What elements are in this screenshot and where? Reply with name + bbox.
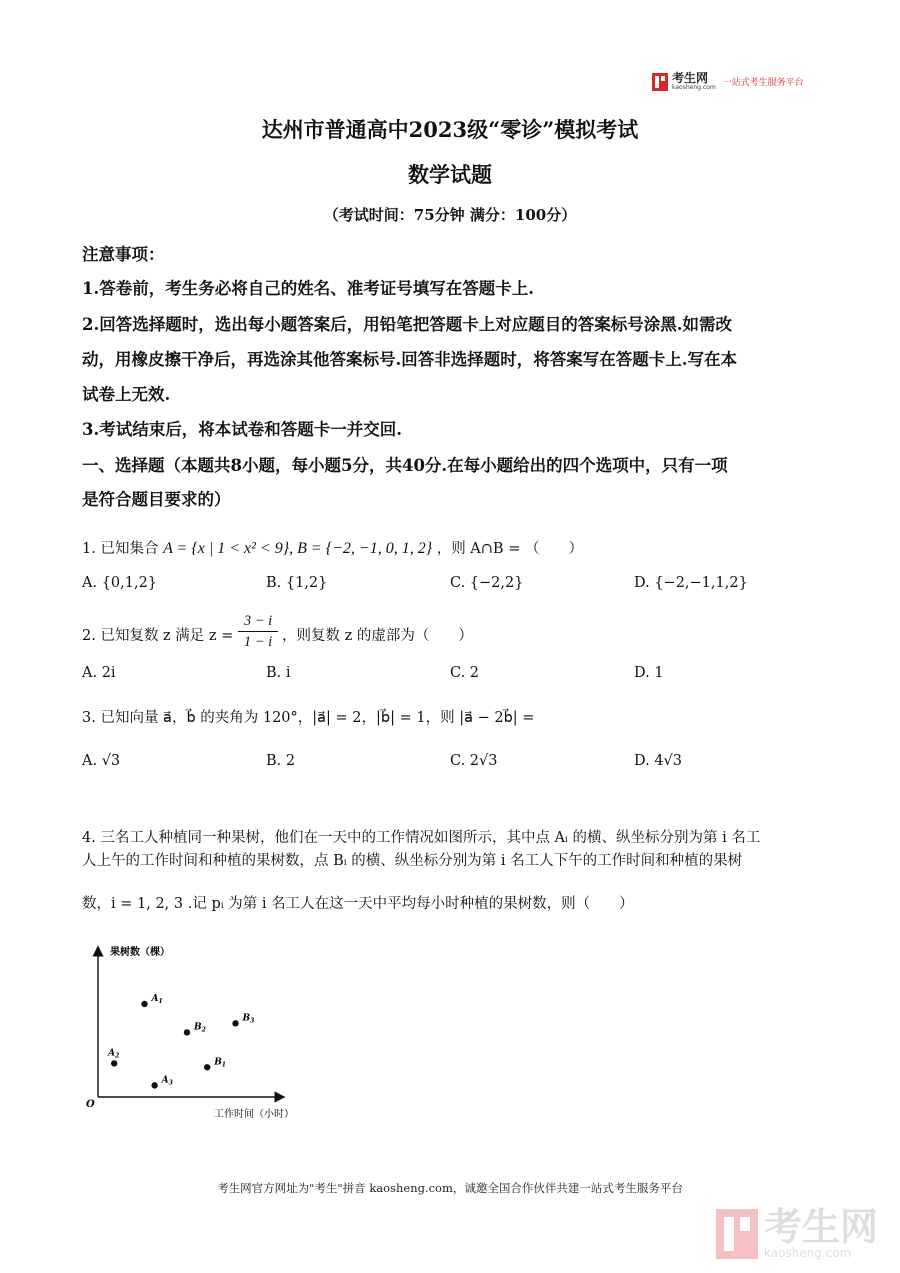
point-a3 [151,1082,157,1088]
point-b1 [204,1064,210,1070]
point-label-a1: $A_1$ [151,993,163,1005]
q2-option-c: C. 2 [450,665,480,681]
point-a1 [141,1001,147,1007]
q2-denominator: 1 − i [243,634,273,650]
exam-subtitle: 数学试题 [408,162,492,187]
q2-option-b: B. i [266,665,291,681]
watermark-logo-icon [716,1209,758,1259]
point-b3 [232,1020,238,1026]
point-label-a3: $A_3$ [161,1075,173,1087]
exam-info: （考试时间：75分钟 满分：100分） [323,206,577,224]
q1-stem [82,537,583,558]
q2-fraction [238,611,278,652]
q2-suffix: ，则复数 z 的虚部为（ ） [282,628,473,644]
point-a2 [111,1060,117,1066]
note-3: 3.考试结束后，将本试卷和答题卡一并交回. [82,420,402,439]
exam-title: 达州市普通高中2023级“零诊”模拟考试 [261,117,639,142]
note-2-line1: 2.回答选择题时，选出每小题答案后，用铅笔把答题卡上对应题目的答案标号涂黑.如需改 [82,315,732,334]
footer-text: 考生网官方网址为"考生"拼音 kaosheng.com，诚邀全国合作伙伴共建一站式考生服务平台 [217,1181,683,1195]
q3-option-c: C. 2√3 [450,753,498,769]
notes-heading: 注意事项： [82,245,165,264]
q2-numerator: 3 − i [238,611,278,632]
section1-line1: 一、选择题（本题共8小题，每小题5分，共40分.在每小题给出的四个选项中，只有一项 [82,456,728,475]
note-1: 1.答卷前，考生务必将自己的姓名、准考证号填写在答题卡上. [82,279,534,298]
points-layer [107,994,254,1089]
point-b2 [184,1029,190,1035]
point-label-b1: $B_1$ [214,1057,226,1069]
origin-label: O [86,1099,95,1110]
note-2-line2: 动，用橡皮擦干净后，再选涂其他答案标号.回答非选择题时，将答案写在答题卡上.写在本 [82,350,737,369]
q4-scatter-chart [78,935,328,1130]
point-label-b3: $B_3$ [242,1013,255,1025]
q1-option-d: D. {−2,−1,1,2} [634,575,748,591]
y-axis-label: 果树数（棵） [110,947,170,958]
q4-line1: 4. 三名工人种植同一种果树，他们在一天中的工作情况如图所示，其中点 Aᵢ 的横、纵坐标分别为第 i 名工 [82,830,761,846]
q1-math: A = {x | 1 < x² < 9}, B = {−2, −1, 0, 1, 2} [163,540,433,557]
note-2-line3: 试卷上无效. [82,385,171,404]
q4-line2: 人上午的工作时间和种植的果树数，点 Bᵢ 的横、纵坐标分别为第 i 名工人下午的工作时间和种植的果树 [82,853,743,869]
q1-option-c: C. {−2,2} [450,575,524,591]
section1-line2: 是符合题目要求的） [82,490,231,509]
q2-option-d: D. 1 [634,665,664,681]
q3-option-a: A. √3 [82,753,121,769]
q3-option-b: B. 2 [266,753,296,769]
q1-prefix: 1. 已知集合 [82,541,159,557]
kaosheng-logo-icon [652,73,668,91]
x-axis-label: 工作时间（小时） [214,1109,294,1120]
logo-url: kaosheng.com [672,84,716,91]
q1-suffix: ，则 A∩B = （ ） [436,541,583,557]
point-label-b2: $B_2$ [193,1022,206,1034]
point-label-a2: $A_2$ [108,1048,120,1060]
q1-option-a: A. {0,1,2} [82,575,158,591]
logo-slogan: 一站式考生服务平台 [722,78,804,88]
header-logo [652,72,804,91]
q2-prefix: 2. 已知复数 z 满足 z = [82,628,234,644]
q2-option-a: A. 2i [82,665,116,681]
q4-line3: 数，i = 1, 2, 3 .记 pᵢ 为第 i 名工人在这一天中平均每小时种植的果树数，则（ ） [82,896,634,912]
q1-option-b: B. {1,2} [266,575,328,591]
logo-name: 考生网 [672,71,709,85]
watermark-url: kaosheng.com [763,1246,852,1260]
watermark-text: 考生网 [763,1205,878,1249]
q3-stem: 3. 已知向量 a⃗，b⃗ 的夹角为 120°，|a⃗| = 2，|b⃗| = 1，则 |a⃗ − 2b⃗| = [82,710,535,726]
q3-option-d: D. 4√3 [634,753,683,769]
logo-text-group [672,72,716,91]
watermark [716,1205,878,1260]
watermark-text-group [763,1205,878,1260]
